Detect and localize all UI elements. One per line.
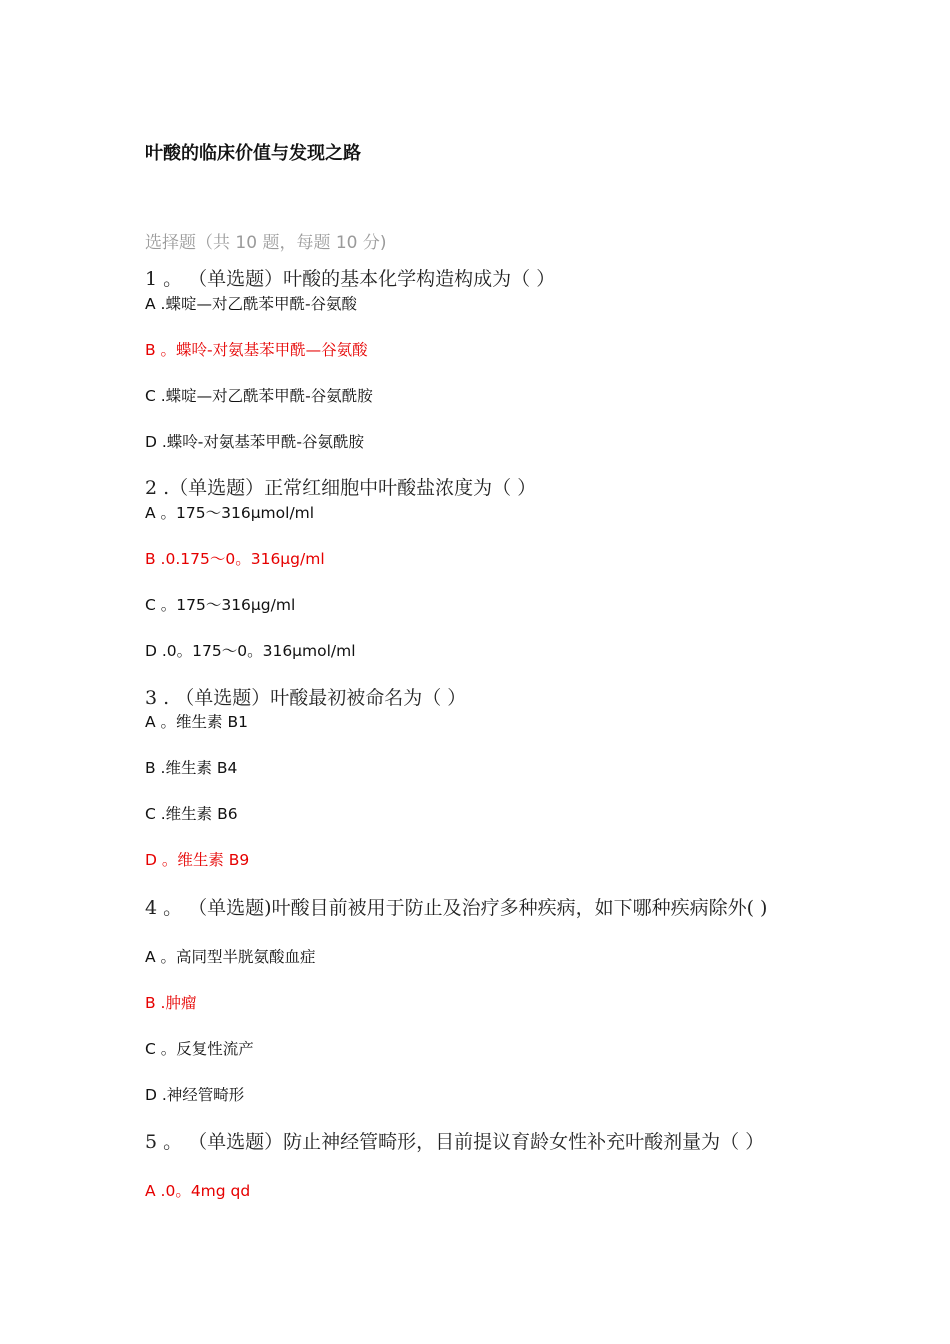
question-4: 4 。 （单选题)叶酸目前被用于防止及治疗多种疾病，如下哪种疾病除外( ) (145, 897, 768, 919)
question-1: 1 。 （单选题）叶酸的基本化学构造构成为（ ） (145, 268, 556, 290)
q5-option-a[interactable]: A .0。4mg qd (145, 1182, 251, 1200)
q3-option-c[interactable]: C .维生素 B6 (145, 805, 238, 823)
q4-option-c[interactable]: C 。反复性流产 (145, 1040, 254, 1058)
section-header: 选择题（共 10 题，每题 10 分) (145, 233, 387, 253)
q3-option-a[interactable]: A 。维生素 B1 (145, 713, 248, 731)
q3-option-d[interactable]: D 。维生素 B9 (145, 851, 250, 869)
q1-option-d[interactable]: D .蝶呤-对氨基苯甲酰-谷氨酰胺 (145, 433, 364, 451)
question-2: 2 .（单选题）正常红细胞中叶酸盐浓度为（ ） (145, 477, 537, 499)
q2-option-c[interactable]: C 。175～316μg/ml (145, 596, 296, 614)
q4-option-b[interactable]: B .肿瘤 (145, 994, 197, 1012)
question-3: 3 . （单选题）叶酸最初被命名为（ ） (145, 687, 467, 709)
q2-option-b[interactable]: B .0.175～0。316μg/ml (145, 550, 325, 568)
q4-option-a[interactable]: A 。高同型半胱氨酸血症 (145, 948, 316, 966)
q1-option-a[interactable]: A .蝶啶—对乙酰苯甲酰-谷氨酸 (145, 295, 358, 313)
q3-option-b[interactable]: B .维生素 B4 (145, 759, 238, 777)
q1-option-c[interactable]: C .蝶啶—对乙酰苯甲酰-谷氨酰胺 (145, 387, 373, 405)
q2-option-d[interactable]: D .0。175～0。316μmol/ml (145, 642, 356, 660)
q4-option-d[interactable]: D .神经管畸形 (145, 1086, 245, 1104)
q1-option-b[interactable]: B 。蝶呤-对氨基苯甲酰—谷氨酸 (145, 341, 368, 359)
q2-option-a[interactable]: A 。175～316μmol/ml (145, 504, 315, 522)
page-title: 叶酸的临床价值与发现之路 (145, 143, 361, 164)
question-5: 5 。 （单选题）防止神经管畸形，目前提议育龄女性补充叶酸剂量为（ ） (145, 1131, 765, 1153)
